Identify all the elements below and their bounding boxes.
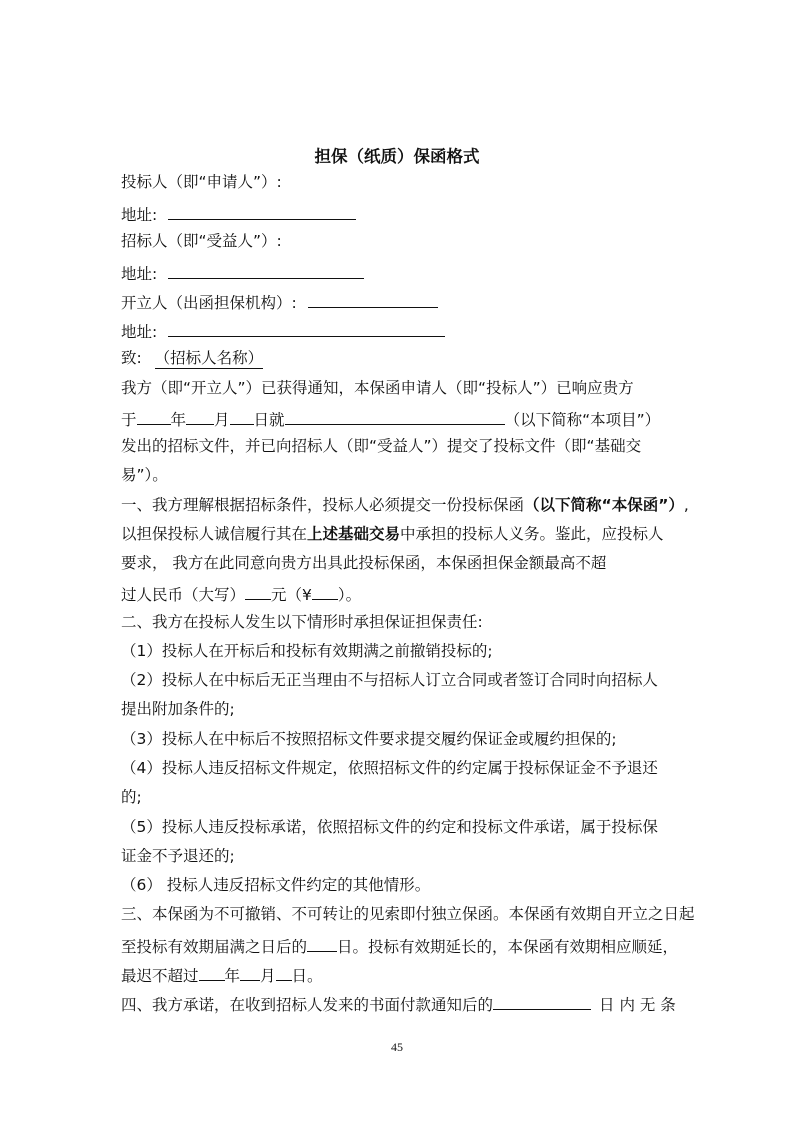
bidder-address-line [121,202,356,225]
s4-line-1 [121,992,676,1015]
s3-line-3 [121,963,323,986]
s2-item-5-line-2: 证金不予退还的; [121,847,235,865]
s3-line-1: 三、本保函为不可撤销、不可转让的见索即付独立保函。本保函有效期自开立之日起 [121,905,695,923]
s4-text: 四、我方承诺，在收到招标人发来的书面付款通知后的 [121,996,494,1014]
s1-text: 过人民币（大写） [121,586,246,604]
s1-line-3: 要求， 我方在此同意向贵方出具此投标保函，本保函担保金额最高不超 [121,554,607,572]
intro-text: 于 [121,411,137,429]
issuer-address-blank [168,319,445,337]
s1-line-1 [121,495,689,515]
intro-text: （以下简称“本项目”） [504,411,661,429]
month-blank [186,407,214,425]
tenderee-address-line [121,261,364,284]
tenderee-address-blank [168,261,364,279]
tenderee-address-label: 地址: [121,265,158,283]
project-blank [285,407,505,425]
tenderee-label: 招标人（即“受益人”）: [121,232,282,250]
s3-text: 日。投标有效期延长的，本保函有效期相应顺延， [337,938,679,956]
addressee-name: （招标人名称） [154,349,264,367]
latest-year-blank [199,963,225,981]
intro-text: 月 [214,411,230,429]
s3-text: 日。 [291,967,323,985]
amount-figure-blank [312,582,338,600]
document-title: 担保（纸质）保函格式 [314,147,480,166]
to-prefix: 致: [121,349,142,367]
s3-text: 月 [260,967,276,985]
s2-item-1: （1）投标人在开标后和投标有效期满之前撤销投标的; [121,642,493,660]
issuer-blank [308,290,438,308]
intro-line-3: 发出的招标文件，并已向招标人（即“受益人”）提交了投标文件（即“基础交 [121,437,642,455]
s2-item-2-line-2: 提出附加条件的; [121,700,235,718]
s2-item-5-line-1: （5）投标人违反投标承诺，依照招标文件的约定和投标文件承诺，属于投标保 [121,818,658,836]
s1-text: , [683,496,689,514]
s2-item-2-line-1: （2）投标人在中标后无正当理由不与招标人订立合同或者签订合同时向招标人 [121,671,658,689]
s3-text: 最迟不超过 [121,967,199,985]
s4-text: 日 内 无 条 [599,996,676,1014]
addressee-line [121,348,263,368]
s2-item-4-line-1: （4）投标人违反招标文件规定，依照招标文件的约定属于投标保证金不予退还 [121,759,658,777]
s1-bold-text: （以下简称“本保函”） [524,496,684,514]
s1-text: 中承担的投标人义务。鉴此，应投标人 [400,525,664,543]
s1-line-2 [121,524,664,544]
intro-line-4: 易”）。 [121,466,168,484]
bidder-line [121,172,282,192]
s1-text: 一、我方理解根据招标条件，投标人必须提交一份投标保函 [121,496,525,514]
issuer-address-line [121,319,445,342]
validity-days-blank [307,934,337,952]
latest-month-blank [240,963,260,981]
s2-heading: 二、我方在投标人发生以下情形时承担保证担保责任: [121,613,483,631]
s1-line-4 [121,582,361,605]
page-number: 45 [391,1040,403,1054]
s2-item-4-line-2: 的; [121,788,142,806]
intro-line-2 [121,407,660,430]
issuer-line [121,290,438,313]
bidder-label: 投标人（即“申请人”）: [121,173,282,191]
tenderee-line [121,231,282,251]
s3-text: 年 [224,967,241,985]
s1-text: 元（¥ [271,586,312,604]
s3-text: 至投标有效期届满之日后的 [121,938,308,956]
s2-item-6: （6） 投标人违反招标文件约定的其他情形。 [121,876,431,894]
issuer-address-label: 地址: [121,323,158,341]
day-blank [230,407,254,425]
s1-bold-text: 上述基础交易 [307,525,401,543]
issuer-label: 开立人（出函担保机构）: [121,294,297,312]
bidder-address-label: 地址: [121,206,158,224]
latest-day-blank [276,963,292,981]
bidder-address-blank [168,202,356,220]
s1-text: 以担保投标人诚信履行其在 [121,525,308,543]
payment-days-blank [493,992,591,1010]
s2-item-3: （3）投标人在中标后不按照招标文件要求提交履约保证金或履约担保的; [121,730,617,748]
intro-text: 日就 [253,411,285,429]
amount-words-blank [245,582,271,600]
s1-text: ）。 [337,586,362,604]
intro-text: 年 [170,411,187,429]
intro-line-1: 我方（即“开立人”）已获得通知，本保函申请人（即“投标人”）已响应贵方 [121,379,634,397]
s3-line-2 [121,934,678,957]
year-blank [137,407,171,425]
